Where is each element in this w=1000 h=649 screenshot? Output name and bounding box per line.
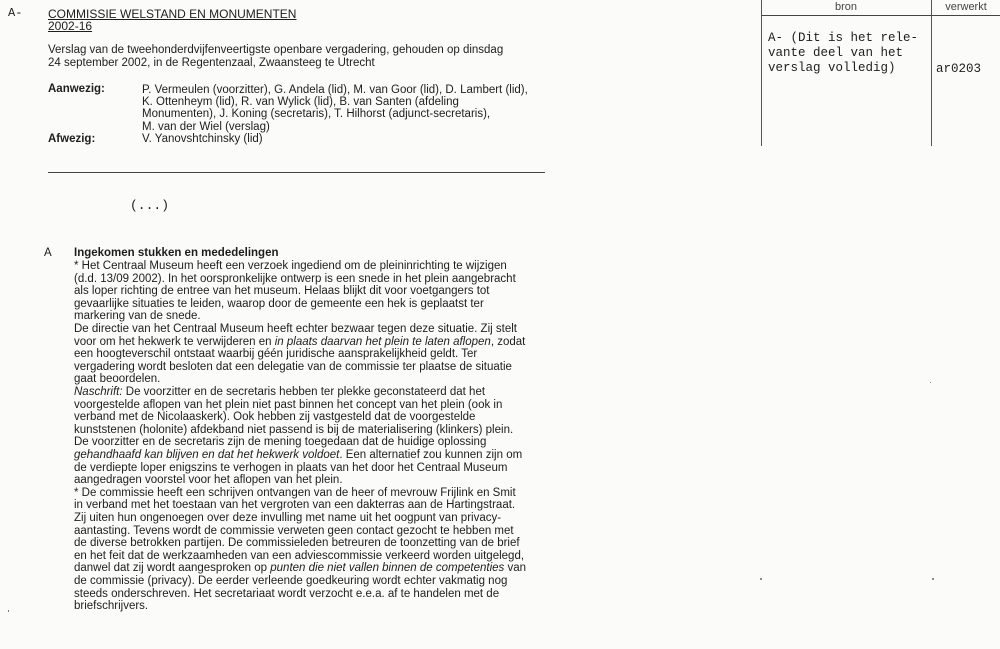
body-line: verband met de Nicolaaskerk). Ook hebben zij vastgesteld dat de voorgestelde (74, 411, 476, 424)
column-header-bron: bron (834, 1, 858, 13)
section-heading: Ingekomen stukken en mededelingen (74, 247, 279, 259)
body-line: De directie van het Centraal Museum heeft echter bezwaar tegen deze situatie. Zij stelt (74, 323, 517, 335)
body-line: en het feit dat de werkzaamheden van een adviescommissie verkeerd worden uitgelegd, (74, 549, 525, 562)
body-line: voor om het hekwerk te verwijderen en in plaats daarvan het plein te laten aflopen, zodat (74, 335, 526, 348)
column-header-verwerkt: verwerkt (945, 1, 987, 13)
absent-value: V. Yanovshtchinsky (lid) (142, 133, 263, 145)
commission-title: COMMISSIE WELSTAND EN MONUMENTEN (48, 7, 297, 21)
scan-speck (8, 610, 9, 612)
scan-speck (930, 382, 931, 383)
table-header-rule (761, 15, 1000, 16)
body-line: in verband met het toestaan van het vergroten van een dakterras aan de Hartingstraat. (74, 499, 516, 512)
body-line: de verdiepte loper enigszins te verhogen in plaats van het door het Centraal Museum (74, 461, 508, 474)
body-line: Naschrift: De voorzitter en de secretaris hebben ter plekke geconstateerd dat het (74, 386, 486, 398)
body-line: briefschrijvers. (74, 600, 149, 613)
body-line: gevaarlijke situaties te leiden, waarop door de gemeente een hek is geplaatst ter (74, 297, 484, 310)
body-line: steeds onderschreven. Het secretariaat wordt verzocht e.e.a. af te handelen met de (74, 587, 500, 600)
body-line: kunststenen (holonite) afdekband niet passend is bij de materialisering (klinkers) plein. (74, 423, 514, 436)
body-line: de commissie (privacy). De eerder verleende goedkeuring wordt echter vakmatig nog (74, 575, 508, 587)
body-line: * De commissie heeft een schrijven ontvangen van de heer of mevrouw Frijlink en Smit (74, 486, 516, 499)
table-border-left (761, 0, 762, 146)
body-line: markering van de snede. (74, 310, 201, 323)
omission-ellipsis: (...) (130, 198, 170, 213)
source-note-line: verslag volledig) (768, 61, 896, 75)
source-note-line: A- (Dit is het rele- (768, 31, 919, 45)
present-label: Aanwezig: (48, 83, 105, 95)
divider-rule (48, 172, 545, 173)
body-line: een hoogteverschil ontstaat waarbij géén juridische aansprakelijkheid geldt. Ter (74, 348, 478, 361)
scan-speck (932, 578, 934, 580)
section-letter: A (44, 247, 52, 259)
body-line: vergadering wordt besloten dat een delegatie van de commissie ter plaatse de situatie (74, 360, 512, 373)
table-column-divider (931, 0, 932, 146)
body-line: de diverse betrokken partijen. De commissieleden betreuren de toonzetting van de brief (74, 537, 520, 550)
body-line: (d.d. 13/09 2002). In het oorspronkelijke ontwerp is een snede in het plein aangebracht (74, 272, 516, 285)
present-line: P. Vermeulen (voorzitter), G. Andela (lid), M. van Goor (lid), D. Lambert (lid), (142, 84, 528, 96)
body-line: Zij uiten hun ongenoegen over deze invulling met name uit het oogpunt van privacy- (74, 512, 502, 524)
present-line: M. van der Wiel (verslag) (142, 121, 270, 133)
margin-mark: A- (8, 6, 23, 20)
body-line: danwel dat zij wordt aangesproken op punten die niet vallen binnen de competenties van (74, 562, 527, 575)
body-line: De voorzitter en de secretaris zijn de mening toegedaan dat de huidige oplossing (74, 436, 487, 449)
report-description-line1: Verslag van de tweehonderdvijfenveertigste openbare vergadering, gehouden op dinsdag (48, 44, 504, 56)
body-line: aantasting. Tevens wordt de commissie verweten geen contact gezocht te hebben met (74, 524, 514, 537)
body-line: als loper richting de entree van het museum. Helaas blijkt dit voor voetgangers tot (74, 285, 490, 298)
body-line: * Het Centraal Museum heeft een verzoek ingediend om de pleininrichting te wijzigen (74, 260, 507, 272)
body-line: gehandhaafd kan blijven en dat het hekwerk voldoet. Een alternatief zou kunnen zijn om (74, 449, 523, 461)
absent-label: Afwezig: (48, 133, 96, 145)
report-number: 2002-16 (48, 19, 93, 33)
body-line: aangedragen voorstel voor het aflopen van het plein. (74, 474, 343, 487)
archive-code: ar0203 (936, 62, 982, 76)
body-line: gaat beoordelen. (74, 373, 161, 386)
present-line: Monumenten), J. Koning (secretaris), T. Hilhorst (adjunct-secretaris), (142, 108, 491, 120)
present-line: K. Ottenheym (lid), R. van Wylick (lid), B. van Santen (afdeling (142, 96, 459, 108)
scan-speck (760, 578, 762, 580)
source-note-line: vante deel van het (768, 46, 904, 60)
body-line: voorgestelde aflopen van het plein niet past binnen het concept van het plein (ook in (74, 398, 503, 411)
report-description-line2: 24 september 2002, in de Regentenzaal, Zwaansteeg te Utrecht (48, 57, 375, 69)
